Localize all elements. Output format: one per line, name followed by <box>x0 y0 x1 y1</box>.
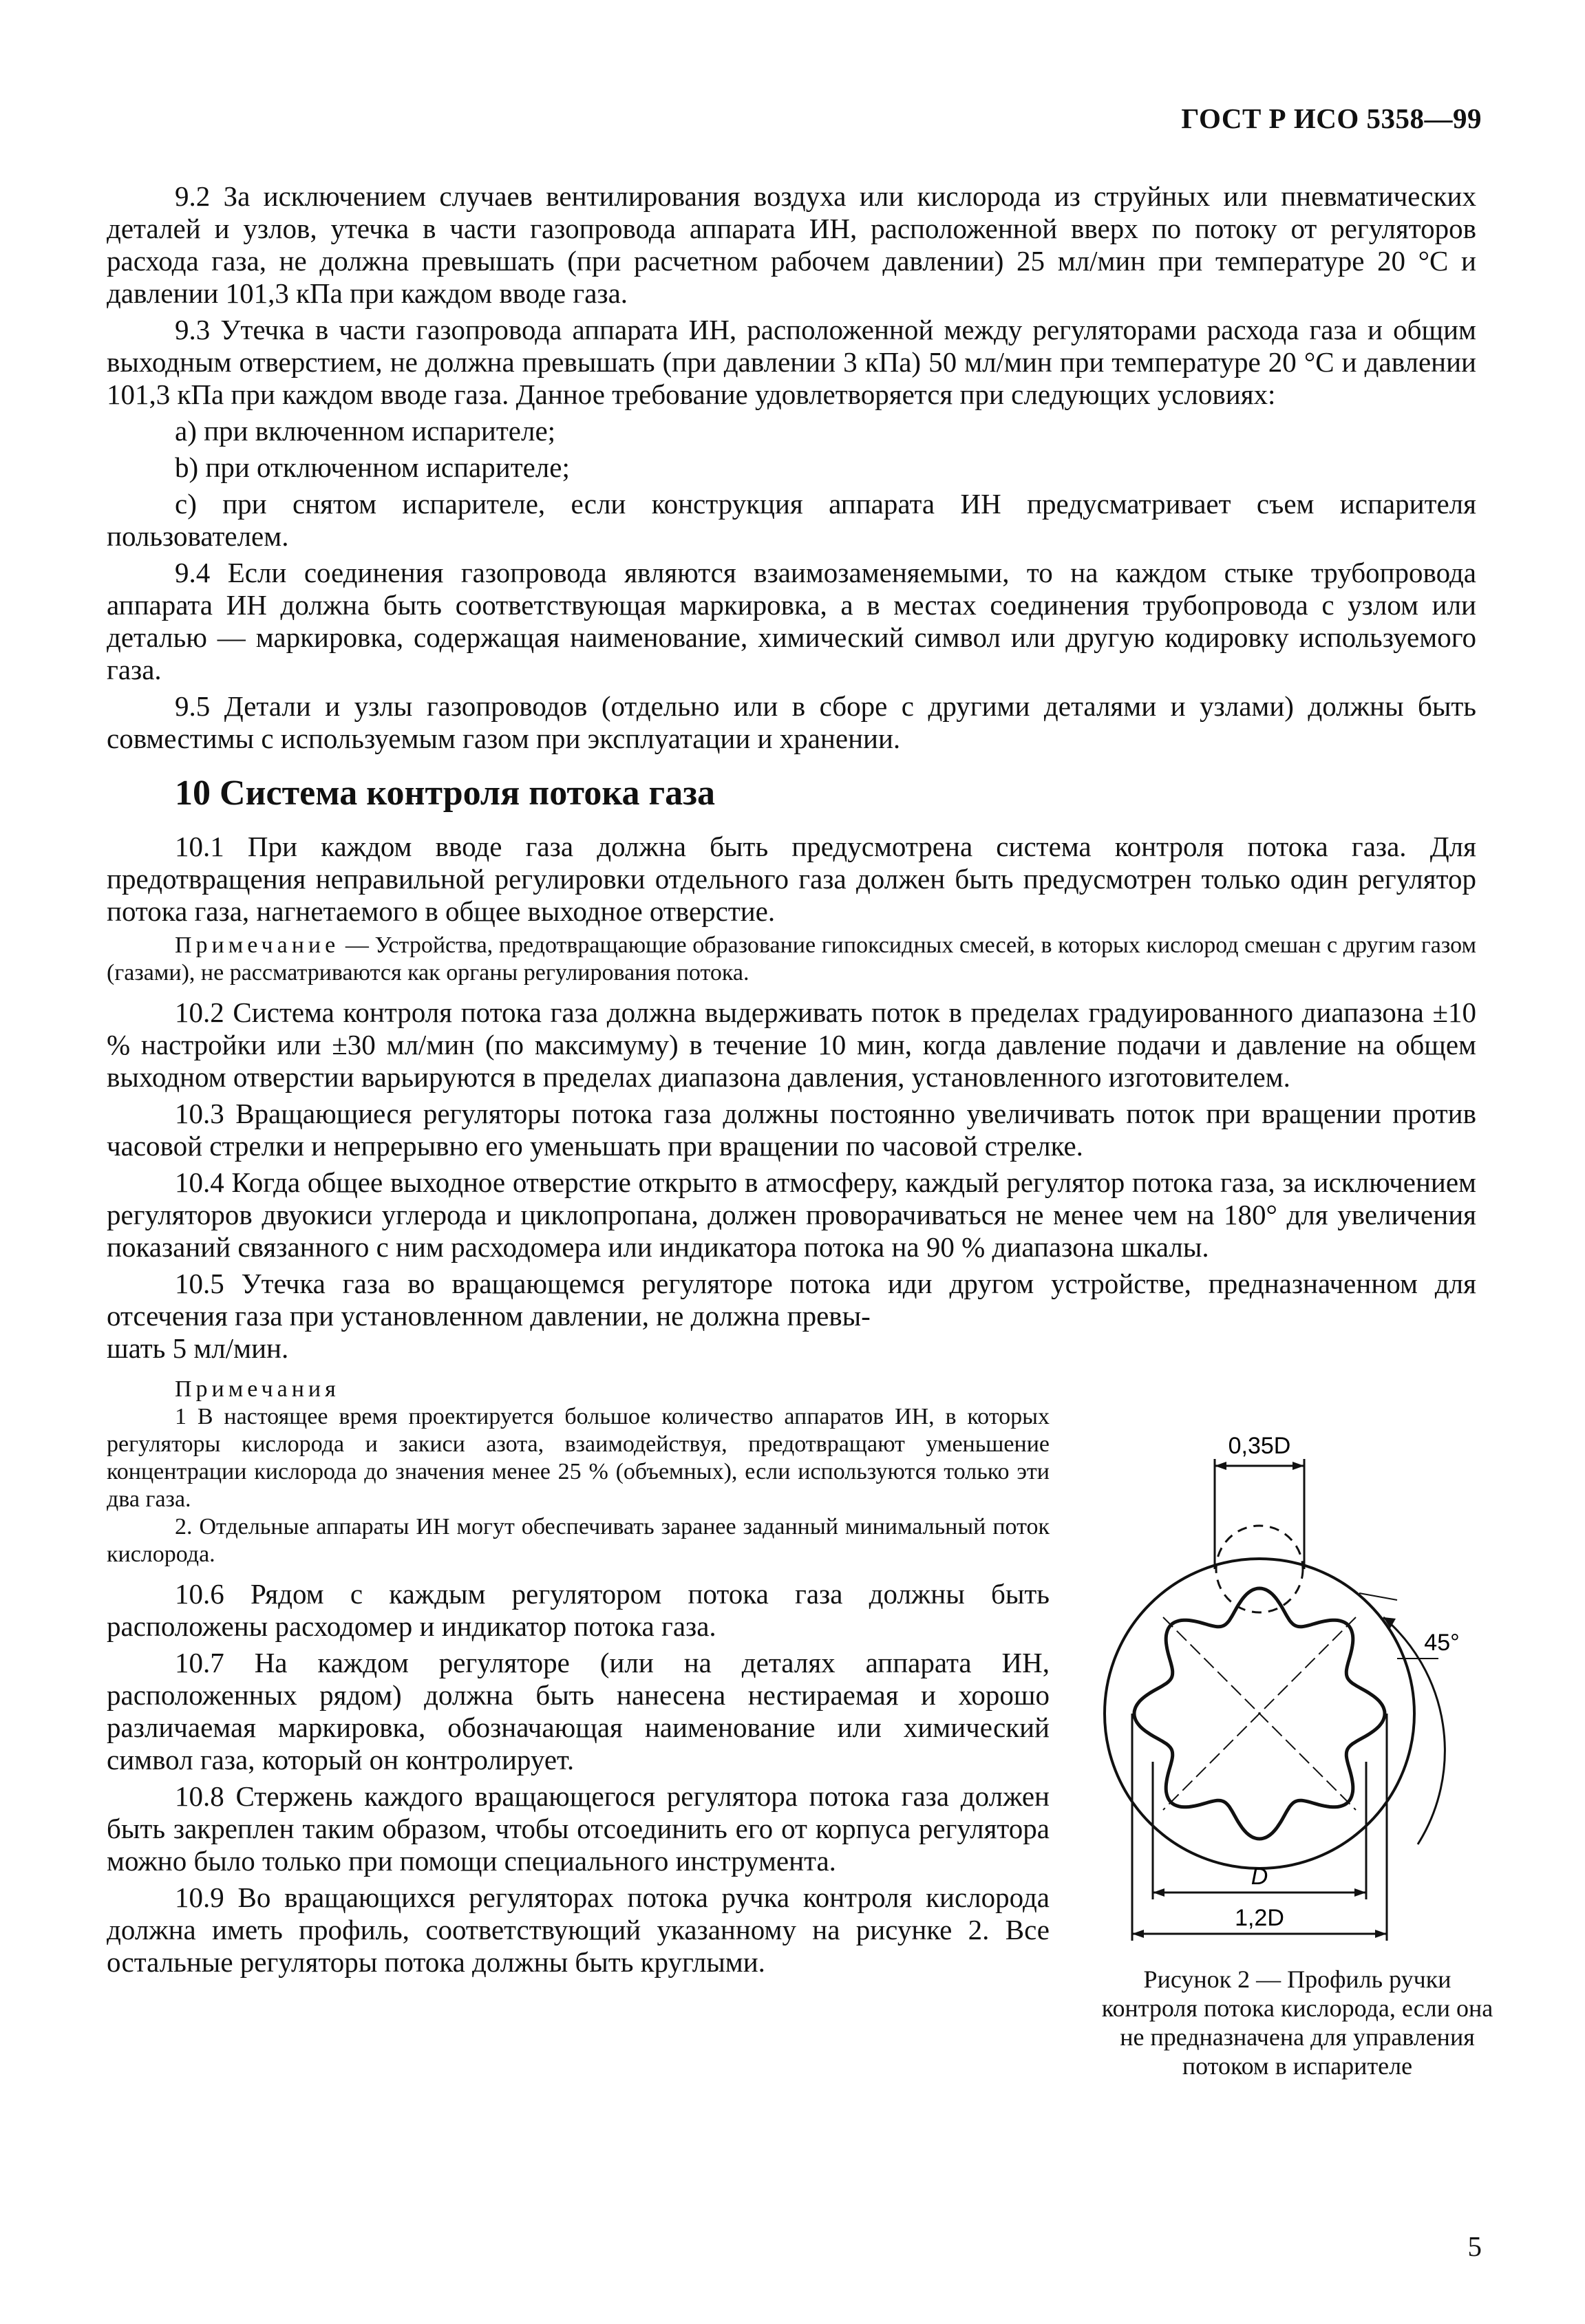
paragraph-10-4: 10.4 Когда общее выходное отверстие открыто в атмосферу, каждый регулятор потока газа, за исключением регуляторов двуокиси углерода и циклопропана, должен проворачиваться не менее чем на 180° для увеличения показаний связанного с ним расходомера или индикатора потока на 90 % диапазона шкалы. <box>107 1166 1476 1263</box>
paragraph-10-5-cont: шать 5 мл/мин. <box>107 1332 289 1364</box>
paragraph-9-5: 9.5 Детали и узлы газопроводов (отдельно или в сборе с другими деталями и узлами) должны быть совместимы с используемым газом при эксплуатации и хранении. <box>107 690 1476 754</box>
dim-top-label: 0,35D <box>1228 1433 1291 1459</box>
dim-angle-label: 45° <box>1424 1630 1460 1656</box>
section-10-title: 10 Система контроля потока газа <box>175 774 716 813</box>
paragraph-10-7: 10.7 На каждом регуляторе (или на деталях аппарата ИН, расположенных рядом) должна быть нанесена нестираемая и хорошо различаемая маркировка, обозначающая наименование или химический символ газа, который он контролирует. <box>107 1647 1050 1776</box>
dim-inner-label: D <box>1251 1864 1268 1890</box>
note-text: — Устройства, предотвращающие образование гипоксидных смесей, в которых кислород смешан с другим газом (газами), не рассматриваются как органы регулирования потока. <box>107 932 1476 985</box>
narrow-column <box>107 1332 1050 1979</box>
notes-label: Примечания <box>175 1376 340 1402</box>
notes-heading <box>107 1376 1050 1403</box>
paragraph-10-6: 10.6 Рядом с каждым регулятором потока газа должны быть расположены расходомер и индикатор потока газа. <box>107 1578 1050 1642</box>
list-item-c: с) при снятом испарителе, если конструкция аппарата ИН предусматривает съем испарителя пользователем. <box>107 488 1476 552</box>
paragraph-10-1: 10.1 При каждом вводе газа должна быть предусмотрена система контроля потока газа. Для предотвращения неправильной регулировки отдельного газа должен быть предусмотрен только один регулятор потока газа, нагнетаемого в общее выходное отверстие. <box>107 831 1476 927</box>
figure-caption: Рисунок 2 — Профиль ручки контроля потока кислорода, если она не предназначена для управления потоком в испарителе <box>1101 1965 1493 2080</box>
note-10-1 <box>107 932 1476 987</box>
paragraph-10-2: 10.2 Система контроля потока газа должна выдерживать поток в пределах градуированного диапазона ±10 % настройки или ±30 мл/мин (по максимуму) в течение 10 мин, когда давление подачи и давление на общем выходном отверстии варьируются в пределах диапазона давления, установленного изготовителем. <box>107 996 1476 1093</box>
paragraph-9-4: 9.4 Если соединения газопровода являются взаимозаменяемыми, то на каждом стыке трубопровода аппарата ИН должна быть соответствующая маркировка, а в местах соединения трубопровода с узлом или деталью — маркировка, содержащая наименование, химический символ или другую кодировку используемого газа. <box>107 557 1476 685</box>
document-header: ГОСТ Р ИСО 5358—99 <box>1181 103 1482 134</box>
paragraph-10-8: 10.8 Стержень каждого вращающегося регулятора потока газа должен быть закреплен таким образом, чтобы отсоединить его от корпуса регулятора можно было только при помощи специального инструмента. <box>107 1780 1050 1877</box>
paragraph-9-3: 9.3 Утечка в части газопровода аппарата ИН, расположенной между регуляторами расхода газа и общим выходным отверстием, не должна превышать (при давлении 3 кПа) 50 мл/мин при температуре 20 °С и давлении 101,3 кПа при каждом вводе газа. Данное требование удовлетворяется при следующих условиях: <box>107 314 1476 410</box>
page-number: 5 <box>1467 2230 1482 2262</box>
knob-profile-figure <box>1094 1431 1500 1954</box>
list-item-b: b) при отключенном испарителе; <box>175 451 570 483</box>
dim-outer-label: 1,2D <box>1235 1905 1284 1931</box>
note-1: 1 В настоящее время проектируется большое количество аппаратов ИН, в которых регуляторы кислорода и закиси азота, взаимодействуя, предотвращают уменьшение концентрации кислорода до значения менее 25 % (объемных), если используются только эти два газа. <box>107 1404 1050 1512</box>
paragraph-10-3: 10.3 Вращающиеся регуляторы потока газа должны постоянно увеличивать поток при вращении против часовой стрелки и непрерывно его уменьшать при вращении по часовой стрелке. <box>107 1098 1476 1162</box>
note-label: Примечание <box>175 932 340 958</box>
paragraph-9-2: 9.2 За исключением случаев вентилирования воздуха или кислорода из струйных или пневматических деталей и узлов, утечка в части газопровода аппарата ИН, расположенной вверх по потоку от регуляторов расхода газа, не должна превышать (при расчетном рабочем давлении) 25 мл/мин при температуре 20 °С и давлении 101,3 кПа при каждом вводе газа. <box>107 180 1476 309</box>
note-2: 2. Отдельные аппараты ИН могут обеспечивать заранее заданный минимальный поток кислорода. <box>107 1514 1050 1567</box>
knob-profile-drawing <box>1094 1431 1500 1954</box>
paragraph-10-9: 10.9 Во вращающихся регуляторах потока ручка контроля кислорода должна иметь профиль, соответствующий указанному на рисунке 2. Все остальные регуляторы потока должны быть круглыми. <box>107 1881 1050 1978</box>
paragraph-10-5: 10.5 Утечка газа во вращающемся регуляторе потока иди другом устройстве, предназначенном для отсечения газа при установленном давлении, не должна превы- <box>107 1268 1476 1332</box>
list-item-a: а) при включенном испарителе; <box>175 415 556 447</box>
